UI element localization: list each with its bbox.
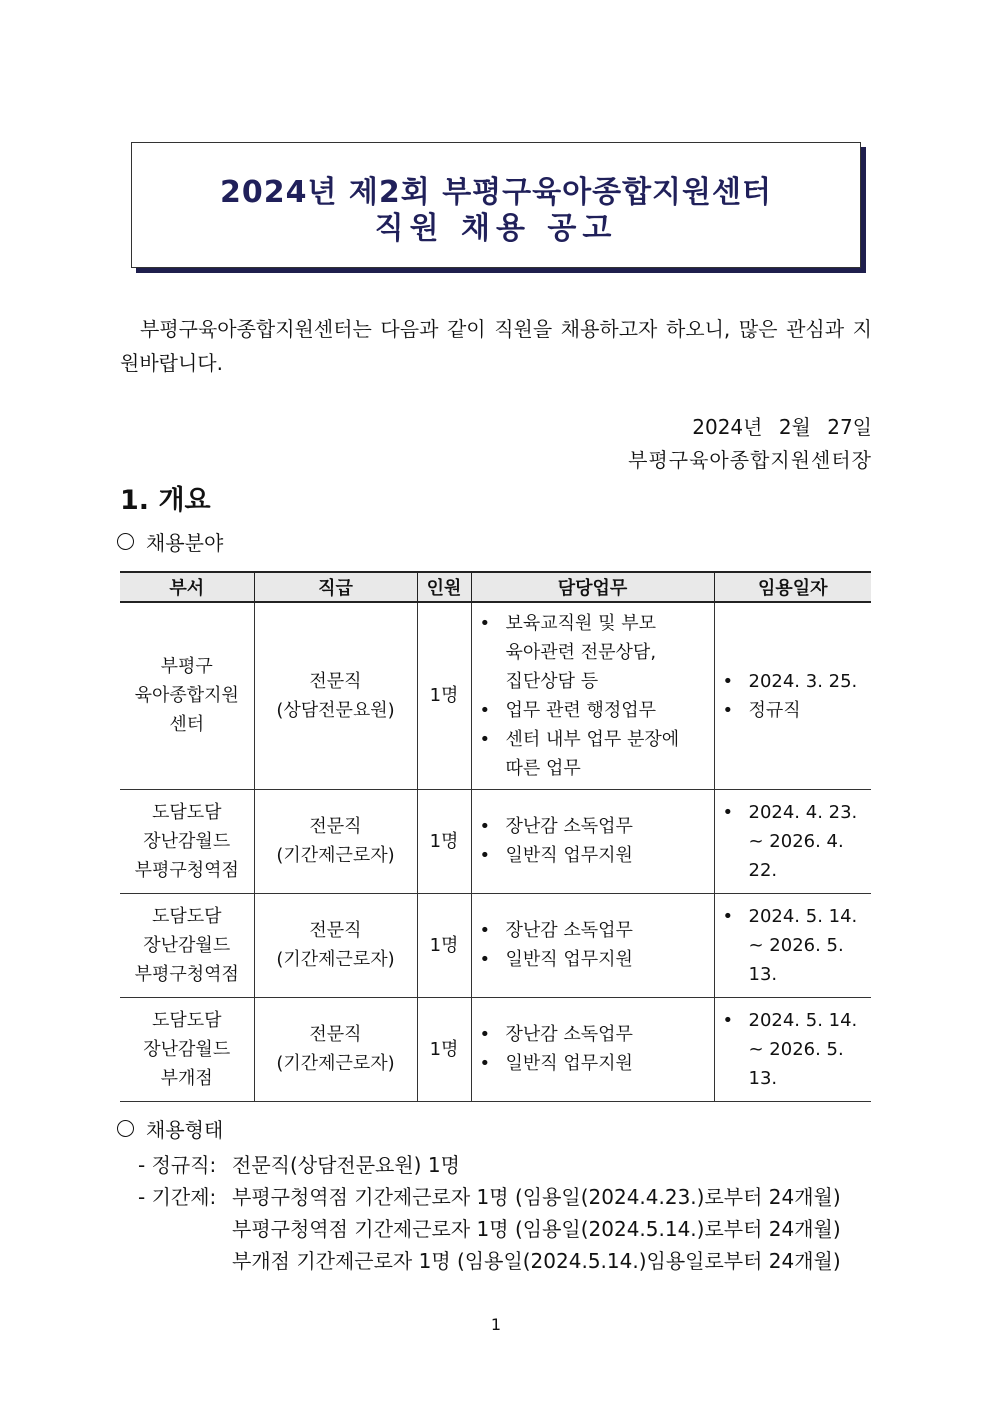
employment-type-text: 부평구청역점 기간제근로자 1명 (임용일(2024.5.14.)로부터 24개월) [232,1217,841,1241]
duties-cell: • 장난감 소독업무 • 일반직 업무지원 [471,997,714,1101]
employment-type-label: 채용형태 [146,1118,224,1142]
rank-cell: 전문직 (기간제근로자) [254,893,417,997]
date-item: 2024. 5. 14. ~ 2026. 5. 13. [748,1009,858,1089]
col-header-count: 인원 [417,572,471,602]
dept-cell: 부평구 육아종합지원 센터 [120,602,254,789]
duty-item: 일반직 업무지원 [505,949,633,970]
date-cell: • 2024. 4. 23. ~ 2026. 4. 22. [714,789,871,893]
count-cell: 1명 [417,893,471,997]
duty-item: 업무 관련 행정업무 [505,699,657,721]
duties-cell: • 장난감 소독업무 • 일반직 업무지원 [471,789,714,893]
count-cell: 1명 [417,997,471,1101]
duty-item: 일반직 업무지원 [505,845,633,866]
issuer: 부평구육아종합지원센터장 [628,448,872,472]
rank-cell: 전문직 (상담전문요원) [254,602,417,789]
col-header-rank: 직급 [254,572,417,602]
date-item: 2024. 3. 25. [748,670,858,692]
list-item [138,1181,841,1213]
duty-item: 장난감 소독업무 [505,920,633,941]
title-box [131,142,861,268]
list-item [138,1149,841,1181]
dept-cell: 도담도담 장난감월드 부평구청역점 [120,893,254,997]
table-row [120,997,871,1101]
announcement-date: 2024년 2월 27일 [692,415,872,439]
recruit-field-label: 채용분야 [146,531,224,555]
col-header-duties: 담당업무 [471,572,714,602]
dept-cell: 도담도담 장난감월드 부평구청역점 [120,789,254,893]
employment-type-text: 부평구청역점 기간제근로자 1명 (임용일(2024.4.23.)로부터 24개월) [232,1185,841,1209]
table-row [120,602,871,789]
date-item: 2024. 5. 14. ~ 2026. 5. 13. [748,905,858,985]
circle-bullet-icon [117,1120,134,1137]
employment-type-list [138,1149,841,1277]
circle-bullet-icon [117,533,134,550]
duties-cell: • 보육교직원 및 부모 육아관련 전문상담, 집단상담 등 • 업무 관련 행정업무 • 센터 내부 업무 분장에 따른 업무 [471,602,714,789]
employment-type-label: - 정규직: [138,1153,217,1177]
col-header-dept: 부서 [120,572,254,602]
count-cell: 1명 [417,789,471,893]
col-header-date: 임용일자 [714,572,871,602]
recruit-field-heading [117,527,223,556]
employment-type-text: 전문직(상담전문요원) 1명 [232,1153,460,1177]
employment-type-label [138,1213,232,1245]
date-cell: • 2024. 5. 14. ~ 2026. 5. 13. [714,893,871,997]
duty-item: 장난감 소독업무 [505,816,633,837]
recruitment-table [120,571,871,1102]
duties-cell: • 장난감 소독업무 • 일반직 업무지원 [471,893,714,997]
employment-type-label [138,1245,232,1277]
date-item: 2024. 4. 23. ~ 2026. 4. 22. [748,801,858,881]
date-cell: • 2024. 5. 14. ~ 2026. 5. 13. [714,997,871,1101]
employment-type-label: - 기간제: [138,1185,217,1209]
intro-paragraph: 부평구육아종합지원센터는 다음과 같이 직원을 채용하고자 하오니, 많은 관심과 지원바랍니다. [120,317,872,375]
table-header-row [120,572,871,602]
duty-item: 일반직 업무지원 [505,1053,633,1074]
employment-type-heading [117,1114,223,1143]
duty-item: 센터 내부 업무 분장에 따른 업무 [505,728,680,779]
section-heading-overview: 1. 개요 [120,485,211,516]
list-item [138,1213,841,1245]
rank-cell: 전문직 (기간제근로자) [254,997,417,1101]
table-row [120,789,871,893]
date-item: 정규직 [748,699,801,721]
date-cell: • 2024. 3. 25. • 정규직 [714,602,871,789]
dept-cell: 도담도담 장난감월드 부개점 [120,997,254,1101]
list-item [138,1245,841,1277]
duty-item: 장난감 소독업무 [505,1024,633,1045]
table-row [120,893,871,997]
employment-type-text: 부개점 기간제근로자 1명 (임용일(2024.5.14.)임용일로부터 24개월) [232,1249,841,1273]
page-number: 1 [490,1315,502,1334]
duty-item: 보육교직원 및 부모 육아관련 전문상담, 집단상담 등 [505,612,657,692]
title-line-1: 2024년 제2회 부평구육아종합지원센터 [220,175,772,210]
count-cell: 1명 [417,602,471,789]
rank-cell: 전문직 (기간제근로자) [254,789,417,893]
title-line-2: 직원 채용 공고 [374,211,618,246]
